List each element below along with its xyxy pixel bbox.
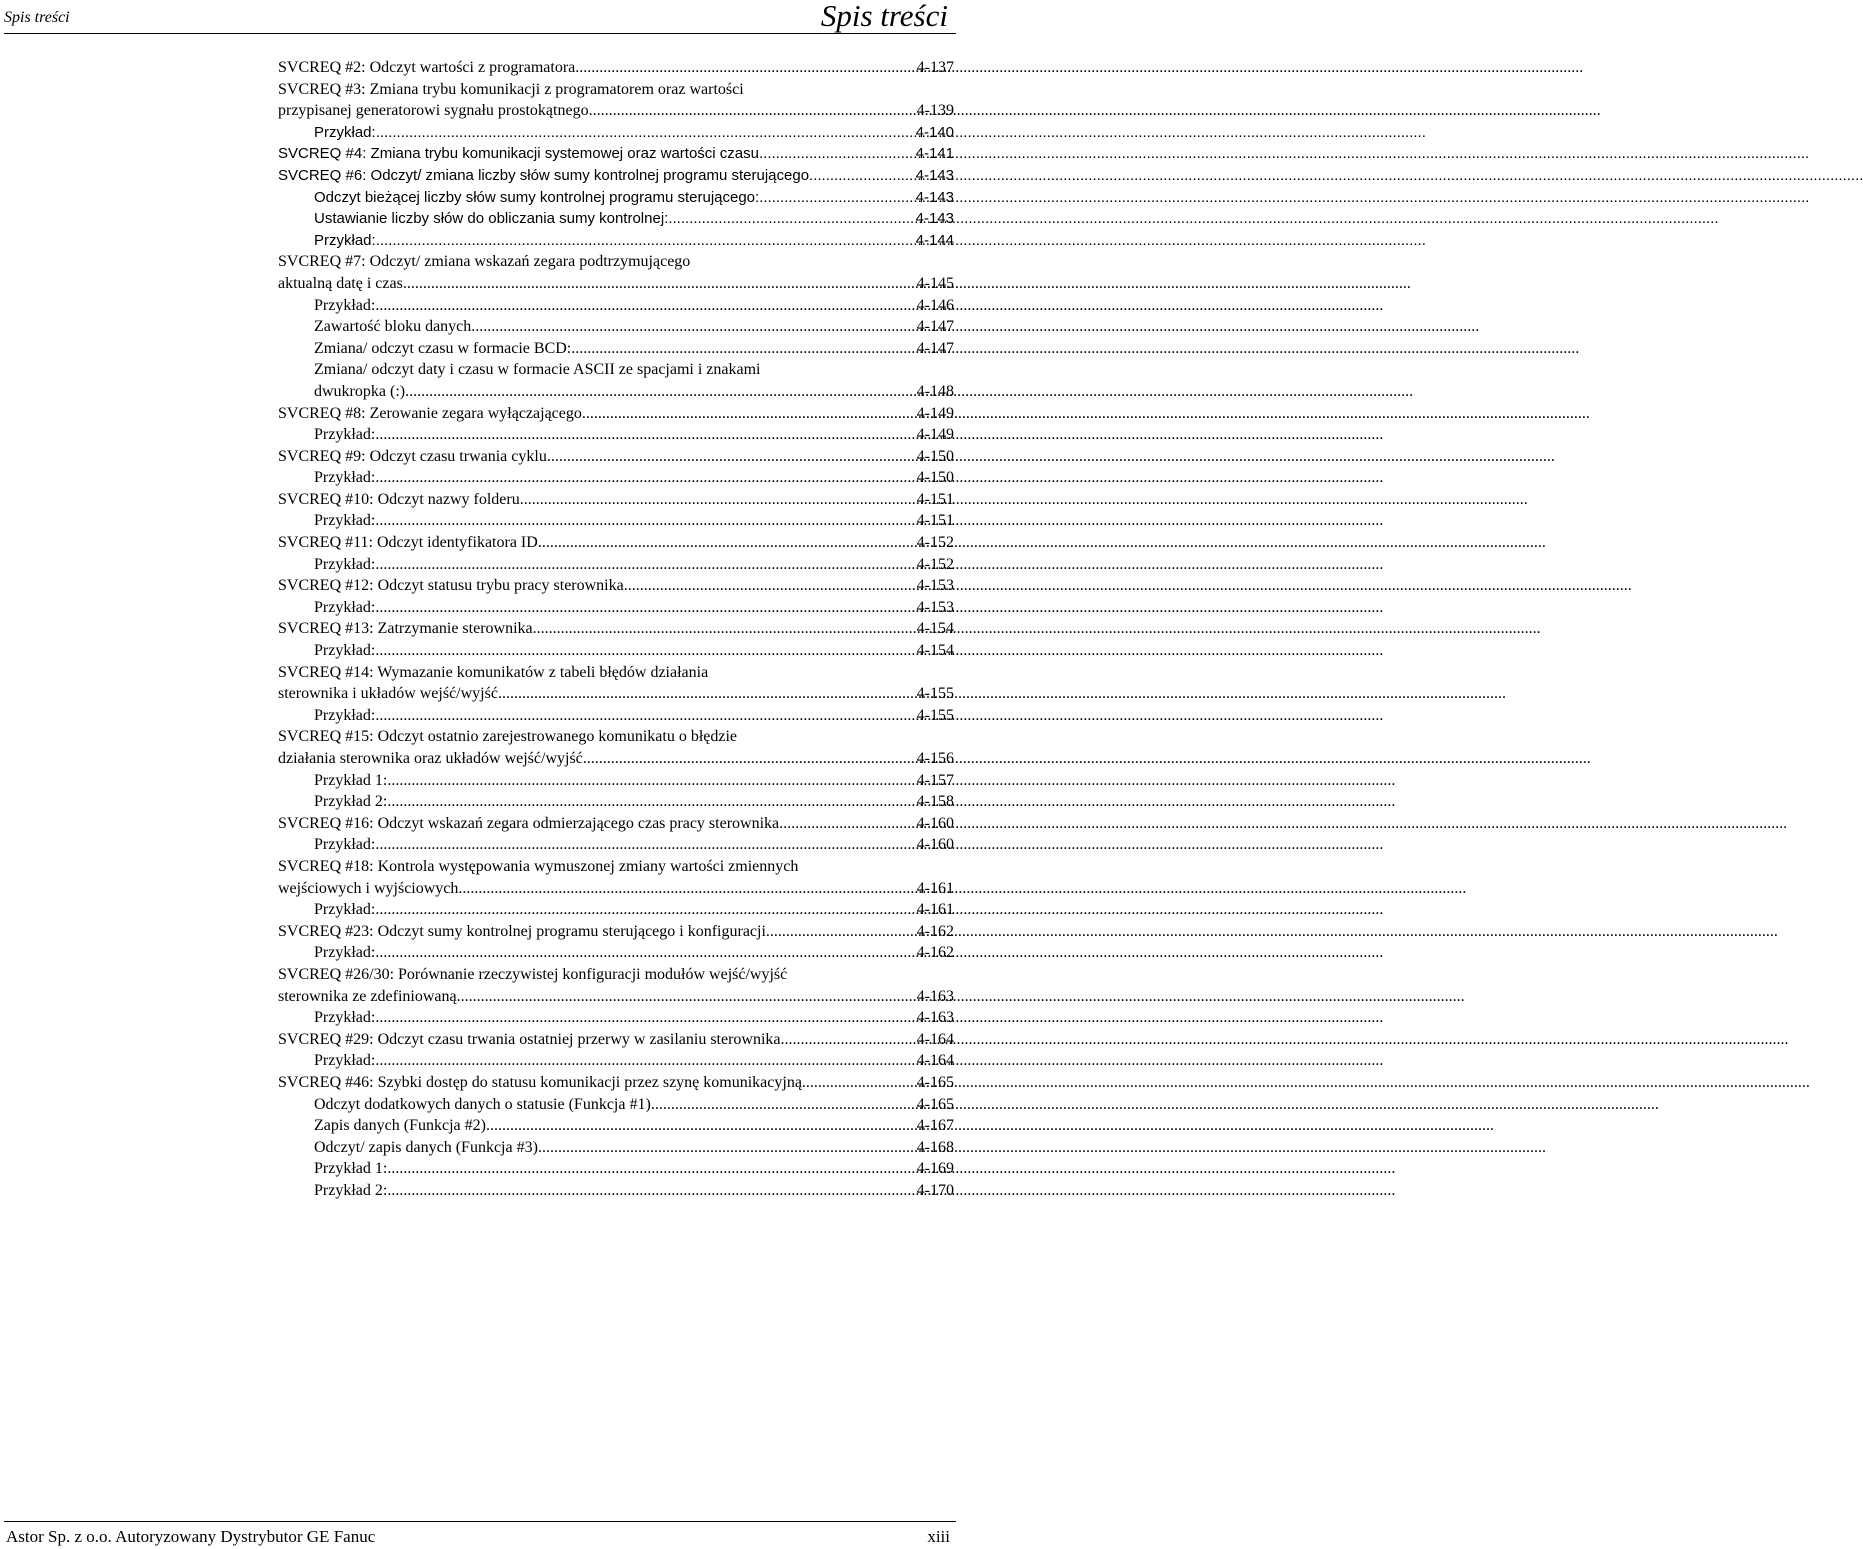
toc-entry[interactable]: [278, 316, 954, 338]
toc-entry-row: [314, 187, 954, 209]
toc-page-number: 4-158: [916, 793, 954, 811]
toc-entry-title: działania sterownika oraz układów wejść/wyjść: [278, 750, 583, 767]
toc-entry[interactable]: [278, 856, 954, 899]
dot-leader: [813, 165, 914, 187]
toc-page-number: 4-149: [916, 404, 954, 422]
dot-leader: [498, 683, 916, 705]
toc-page-number: 4-164: [916, 1030, 954, 1048]
toc-entry-title: Przykład:: [314, 598, 376, 616]
toc-entry[interactable]: [278, 1137, 954, 1159]
toc-entry[interactable]: [278, 813, 954, 835]
header-rule: [4, 33, 956, 34]
toc-entry[interactable]: [278, 791, 954, 813]
toc-entry-title: SVCREQ #6: Odczyt/ zmiana liczby słów sumy kontrolnej programu sterującego.: [278, 166, 814, 184]
toc-page-number: 4-151: [916, 512, 954, 530]
dot-leader: [471, 316, 915, 338]
toc-entry-title: SVCREQ #4: Zmiana trybu komunikacji systemowej oraz wartości czasu: [278, 145, 759, 163]
toc-entry-row: [314, 942, 954, 964]
dot-leader: [405, 381, 916, 403]
dot-leader: [770, 921, 916, 943]
dot-leader: [375, 1050, 915, 1072]
toc-entry[interactable]: [278, 187, 954, 209]
toc-entry-row: [278, 100, 954, 122]
toc-page-number: 4-167: [916, 1117, 954, 1135]
toc-page-number: 4-162: [916, 944, 954, 962]
toc-entry[interactable]: [278, 921, 954, 943]
toc-entry-title: SVCREQ #16: Odczyt wskazań zegara odmierzającego czas pracy sterownika: [278, 814, 780, 832]
dot-leader: [533, 618, 916, 640]
toc-entry-row: [314, 424, 954, 446]
toc-entry-row: [278, 446, 954, 468]
toc-page-number: 4-150: [916, 447, 954, 465]
toc-entry[interactable]: [278, 770, 954, 792]
toc-page-number: 4-169: [916, 1160, 954, 1178]
dot-leader: [593, 100, 916, 122]
toc-page-number: 4-161: [916, 879, 954, 897]
toc-page-number: 4-140: [915, 123, 954, 141]
toc-entry-title: Przykład:: [314, 123, 376, 141]
dot-leader: [375, 554, 915, 576]
toc-entry-row: [314, 791, 954, 813]
dot-leader: [571, 338, 915, 360]
toc-entry-row: [278, 403, 954, 425]
toc-entry-title: SVCREQ #23: Odczyt sumy kontrolnej programu sterującego i konfiguracji.: [278, 922, 770, 940]
toc-entry-row: [278, 878, 954, 900]
dot-leader: [759, 143, 915, 165]
toc-entry-title: Przykład:: [314, 944, 376, 962]
toc-entry[interactable]: [278, 640, 954, 662]
dot-leader: [375, 295, 915, 317]
toc-entry-row: [314, 1050, 954, 1072]
toc-entry-row: [314, 208, 954, 230]
toc-entry-row: [278, 748, 954, 770]
toc-page-number: 4-160: [916, 814, 954, 832]
toc-page-number: 4-146: [916, 296, 954, 314]
toc-page-number: 4-154: [916, 620, 954, 638]
dot-leader: [457, 986, 916, 1008]
toc-entry-row: [314, 230, 954, 252]
toc-page-number: 4-143: [915, 210, 954, 228]
toc-page-number: 4-150: [916, 469, 954, 487]
toc-entry-row: [278, 1072, 954, 1094]
toc-entry[interactable]: [278, 1180, 954, 1202]
toc-entry-row: [314, 338, 954, 360]
toc-entry[interactable]: [278, 489, 954, 511]
toc-entry-title: SVCREQ #9: Odczyt czasu trwania cyklu: [278, 447, 547, 465]
toc-entry[interactable]: [278, 618, 954, 640]
toc-entry-row: [278, 618, 954, 640]
table-of-contents: [278, 57, 954, 1201]
toc-entry-row: [278, 273, 954, 295]
dot-leader: [376, 122, 915, 144]
toc-entry[interactable]: [278, 554, 954, 576]
toc-page-number: 4-164: [916, 1052, 954, 1070]
toc-entry-row: [314, 640, 954, 662]
dot-leader: [375, 640, 915, 662]
toc-entry-row: [278, 489, 954, 511]
toc-entry-title-line: SVCREQ #14: Wymazanie komunikatów z tabeli błędów działania: [278, 663, 709, 681]
toc-entry-row: [278, 57, 954, 79]
toc-entry-title: Przykład:: [314, 426, 376, 444]
toc-entry[interactable]: [278, 424, 954, 446]
toc-page-number: 4-155: [916, 706, 954, 724]
toc-entry-title: Przykład:: [314, 1052, 376, 1070]
toc-entry[interactable]: [278, 726, 954, 769]
toc-entry-row: [278, 575, 954, 597]
toc-page-number: 4-163: [916, 987, 954, 1005]
toc-entry[interactable]: [278, 834, 954, 856]
toc-entry[interactable]: [278, 1158, 954, 1180]
dot-leader: [651, 1094, 916, 1116]
toc-entry-title: Przykład:: [314, 555, 376, 573]
dot-leader: [538, 1137, 916, 1159]
toc-page-number: 4-165: [916, 1095, 954, 1113]
toc-entry[interactable]: [278, 295, 954, 317]
toc-entry-title: przypisanej generatorowi sygnału prostokątnego.: [278, 102, 593, 120]
page-header: [0, 0, 960, 36]
toc-entry-title: Przykład 1:: [314, 1160, 388, 1178]
toc-entry[interactable]: [278, 79, 954, 122]
toc-entry-row: [314, 510, 954, 532]
toc-entry-row: [314, 705, 954, 727]
toc-entry-row: [314, 381, 954, 403]
toc-entry-row: [278, 1029, 954, 1051]
toc-page-number: 4-143: [915, 166, 954, 184]
dot-leader: [668, 208, 914, 230]
toc-page-number: 4-153: [916, 577, 954, 595]
dot-leader: [375, 467, 915, 489]
toc-entry[interactable]: [278, 1094, 954, 1116]
toc-entry-title: Zawartość bloku danych: [314, 318, 472, 336]
toc-entry-row: [278, 813, 954, 835]
toc-page-number: 4-137: [916, 59, 954, 76]
dot-leader: [376, 230, 915, 252]
dot-leader: [387, 1180, 915, 1202]
toc-page-number: 4-154: [916, 642, 954, 660]
toc-page-number: 4-152: [916, 555, 954, 573]
toc-page-number: 4-162: [916, 922, 954, 940]
toc-entry[interactable]: [278, 403, 954, 425]
toc-entry-title: Przykład:: [314, 706, 376, 724]
toc-page-number: 4-149: [916, 426, 954, 444]
toc-entry-row: [314, 295, 954, 317]
toc-entry-title: Zapis danych (Funkcja #2): [314, 1117, 486, 1135]
toc-entry-row: [314, 1115, 954, 1137]
dot-leader: [520, 489, 916, 511]
toc-entry[interactable]: [278, 1115, 954, 1137]
toc-entry-row: [278, 986, 954, 1008]
toc-entry-title: Odczyt dodatkowych danych o statusie (Funkcja #1): [314, 1095, 651, 1113]
toc-entry-row: [314, 597, 954, 619]
toc-page-number: 4-152: [916, 534, 954, 552]
toc-page-number: 4-163: [916, 1009, 954, 1027]
toc-entry-title-line: SVCREQ #3: Zmiana trybu komunikacji z programatorem oraz wartości: [278, 80, 744, 98]
dot-leader: [458, 878, 915, 900]
toc-entry[interactable]: [278, 251, 954, 294]
toc-entry-row: [314, 467, 954, 489]
toc-entry[interactable]: [278, 510, 954, 532]
toc-entry[interactable]: [278, 208, 954, 230]
toc-entry-title: Przykład:: [314, 512, 376, 530]
toc-entry-title: SVCREQ #10: Odczyt nazwy folderu: [278, 490, 520, 508]
toc-entry-title: aktualną datę i czas: [278, 274, 403, 292]
dot-leader: [375, 705, 915, 727]
toc-entry[interactable]: [278, 1029, 954, 1051]
toc-page-number: 4-147: [916, 318, 954, 336]
toc-entry-title: SVCREQ #12: Odczyt statusu trybu pracy sterownika: [278, 577, 624, 595]
toc-page-number: 4-141: [915, 145, 954, 163]
toc-page-number: 4-153: [916, 598, 954, 616]
toc-page-number: 4-147: [916, 339, 954, 357]
toc-entry[interactable]: [278, 1072, 954, 1094]
toc-entry-title-line: SVCREQ #7: Odczyt/ zmiana wskazań zegara podtrzymującego: [278, 253, 691, 271]
toc-entry-row: [314, 1158, 954, 1180]
toc-entry-title: Przykład:: [314, 901, 376, 919]
toc-entry-title: Przykład:: [314, 469, 376, 487]
toc-entry-title: SVCREQ #11: Odczyt identyfikatora ID: [278, 534, 538, 552]
toc-entry-title: SVCREQ #46: Szybki dostęp do statusu komunikacji przez szynę komunikacyjną: [278, 1073, 802, 1091]
dot-leader: [759, 187, 914, 209]
toc-entry-title: SVCREQ #13: Zatrzymanie sterownika: [278, 620, 533, 638]
toc-entry-title: Przykład 2:: [314, 793, 388, 811]
dot-leader: [387, 1158, 915, 1180]
dot-leader: [387, 791, 915, 813]
toc-entry-title: sterownika i układów wejść/wyjść: [278, 685, 498, 703]
toc-entry-title: Zmiana/ odczyt czasu w formacie BCD:: [314, 339, 572, 357]
toc-entry[interactable]: [278, 532, 954, 554]
toc-entry[interactable]: [278, 57, 954, 79]
dot-leader: [486, 1115, 916, 1137]
dot-leader: [582, 403, 916, 425]
page-footer: [0, 1521, 960, 1549]
toc-page-number: 4-139: [916, 102, 954, 120]
toc-entry-row: [278, 683, 954, 705]
toc-entry-title: Przykład:: [314, 836, 376, 854]
toc-page-number: 4-145: [916, 274, 954, 292]
toc-entry[interactable]: [278, 899, 954, 921]
dot-leader: [375, 597, 915, 619]
dot-leader: [575, 57, 915, 79]
dot-leader: [779, 813, 916, 835]
toc-entry[interactable]: [278, 230, 954, 252]
toc-entry-title: Przykład 1:: [314, 771, 388, 789]
toc-page-number: 4-170: [916, 1181, 954, 1199]
toc-entry[interactable]: [278, 662, 954, 705]
toc-entry[interactable]: [278, 122, 954, 144]
dot-leader: [538, 532, 916, 554]
toc-entry[interactable]: [278, 964, 954, 1007]
dot-leader: [375, 834, 915, 856]
toc-entry-title: Ustawianie liczby słów do obliczania sumy kontrolnej:: [314, 210, 669, 228]
footer-page-number: xiii: [927, 1527, 950, 1546]
toc-entry-row: [314, 122, 954, 144]
toc-entry[interactable]: [278, 597, 954, 619]
dot-leader: [375, 1007, 915, 1029]
toc-page-number: 4-144: [915, 231, 954, 249]
toc-entry-row: [278, 143, 954, 165]
header-left-title: Spis treści: [4, 9, 70, 26]
dot-leader: [387, 770, 915, 792]
toc-entry-title: dwukropka (:): [314, 382, 406, 400]
toc-page-number: 4-143: [915, 188, 954, 206]
dot-leader: [583, 748, 916, 770]
toc-entry-row: [314, 770, 954, 792]
toc-entry[interactable]: [278, 705, 954, 727]
footer-publisher: Astor Sp. z o.o. Autoryzowany Dystrybutor GE Fanuc: [6, 1527, 376, 1546]
toc-page-number: 4-157: [916, 771, 954, 789]
toc-entry[interactable]: [278, 338, 954, 360]
toc-page-number: 4-168: [916, 1138, 954, 1156]
toc-entry[interactable]: [278, 446, 954, 468]
toc-entry[interactable]: [278, 359, 954, 402]
toc-entry[interactable]: [278, 165, 954, 187]
toc-entry[interactable]: [278, 143, 954, 165]
toc-entry-row: [278, 165, 954, 187]
dot-leader: [375, 899, 915, 921]
dot-leader: [624, 575, 916, 597]
toc-entry[interactable]: [278, 1050, 954, 1072]
toc-entry-row: [314, 1007, 954, 1029]
toc-entry-title: sterownika ze zdefiniowaną: [278, 987, 457, 1005]
toc-entry-title-line: SVCREQ #26/30: Porównanie rzeczywistej konfiguracji modułów wejść/wyjść: [278, 965, 788, 983]
toc-page-number: 4-156: [916, 750, 954, 767]
toc-entry-title: Odczyt/ zapis danych (Funkcja #3): [314, 1138, 538, 1156]
toc-entry-row: [314, 554, 954, 576]
toc-entry[interactable]: [278, 942, 954, 964]
toc-page-number: 4-165: [916, 1073, 954, 1091]
toc-entry-row: [314, 1180, 954, 1202]
toc-page-number: 4-148: [916, 382, 954, 400]
toc-entry-title: Przykład:: [314, 642, 376, 660]
dot-leader: [802, 1072, 916, 1094]
dot-leader: [375, 510, 915, 532]
footer-rule: [4, 1521, 956, 1522]
toc-entry-title-line: SVCREQ #15: Odczyt ostatnio zarejestrowanego komunikatu o błędzie: [278, 728, 738, 746]
toc-entry[interactable]: [278, 467, 954, 489]
dot-leader: [781, 1029, 916, 1051]
dot-leader: [403, 273, 916, 295]
toc-entry-title: Przykład:: [314, 296, 376, 314]
toc-entry-title-line: SVCREQ #18: Kontrola występowania wymuszonej zmiany wartości zmiennych: [278, 857, 799, 875]
toc-page-number: 4-155: [916, 685, 954, 703]
toc-entry-title-line: Zmiana/ odczyt daty i czasu w formacie ASCII ze spacjami i znakami: [314, 361, 761, 379]
dot-leader: [547, 446, 916, 468]
toc-entry-title: Przykład:: [314, 1009, 376, 1027]
toc-entry-row: [314, 316, 954, 338]
toc-entry-row: [314, 899, 954, 921]
dot-leader: [375, 424, 915, 446]
toc-page-number: 4-161: [916, 901, 954, 919]
toc-entry-row: [278, 921, 954, 943]
toc-entry-title: Odczyt bieżącej liczby słów sumy kontrolnej programu sterującego:: [314, 188, 760, 206]
toc-entry-title: SVCREQ #2: Odczyt wartości z programatora: [278, 59, 576, 76]
toc-entry-row: [314, 1094, 954, 1116]
toc-entry-title: SVCREQ #29: Odczyt czasu trwania ostatniej przerwy w zasilaniu sterownika: [278, 1030, 781, 1048]
header-right-title: Spis treści: [820, 0, 948, 33]
toc-entry-title: Przykład:: [314, 231, 376, 249]
toc-page-number: 4-160: [916, 836, 954, 854]
toc-page-number: 4-151: [916, 490, 954, 508]
dot-leader: [375, 942, 915, 964]
toc-entry-title: wejściowych i wyjściowych: [278, 879, 459, 897]
toc-entry-title: Przykład 2:: [314, 1181, 388, 1199]
toc-entry-row: [314, 1137, 954, 1159]
toc-entry-row: [314, 834, 954, 856]
toc-entry[interactable]: [278, 575, 954, 597]
toc-entry[interactable]: [278, 1007, 954, 1029]
toc-entry-title: SVCREQ #8: Zerowanie zegara wyłączającego: [278, 404, 582, 422]
toc-entry-row: [278, 532, 954, 554]
